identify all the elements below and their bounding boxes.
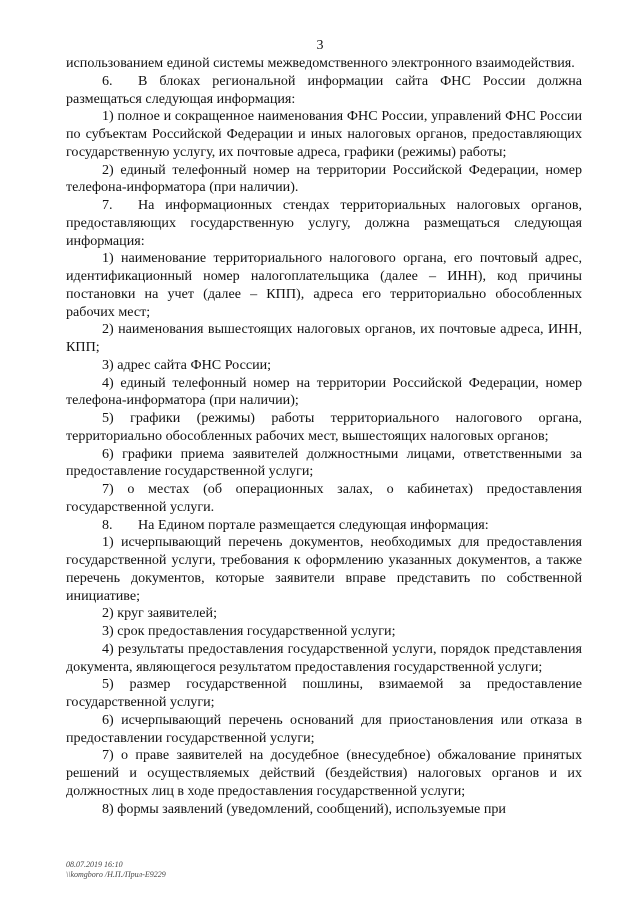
footer: [66, 860, 166, 880]
paragraph-text: В блоках региональной информации сайта ФНС России должна размещаться следующая информация:: [66, 72, 582, 107]
paragraph-number: 6.: [102, 72, 113, 89]
list-item: 2) наименования вышестоящих налоговых органов, их почтовые адреса, ИНН, КПП;: [66, 321, 582, 355]
list-item: 3) срок предоставления государственной услуги;: [102, 623, 396, 639]
list-item: 2) единый телефонный номер на территории Российской Федерации, номер телефона-информатора (при наличии).: [66, 161, 582, 196]
list-item: 7) о праве заявителей на досудебное (внесудебное) обжалование принятых решений и осуществляемых действий (бездействия) налоговых органов и их должностных лиц в ходе предоставления государственной услуги;: [66, 747, 582, 799]
numbered-paragraph: [66, 197, 582, 250]
list-item: 2) круг заявителей;: [102, 605, 217, 622]
list-item: 1) исчерпывающий перечень документов, необходимых для предоставления государственной услуги, требования к оформлению указанных документов, а также перечень документов, которые заявители вправе представить по собственной инициативе;: [66, 534, 582, 604]
paragraph-number: 8.: [102, 516, 113, 533]
list-item: 6) графики приема заявителей должностными лицами, ответственными за предоставление государственной услуги;: [66, 445, 582, 480]
paragraph-text: На информационных стендах территориальных налоговых органов, предоставляющих государственную услугу, должна размещаться следующая информация:: [66, 197, 582, 249]
page-number: 3: [316, 38, 324, 53]
numbered-paragraph: [66, 517, 582, 535]
paragraph-text: На Едином портале размещается следующая информация:: [138, 516, 489, 533]
paragraph-number: 7.: [102, 197, 113, 213]
list-item: 5) графики (режимы) работы территориального налогового органа, территориально обособленных рабочих мест, вышестоящих налоговых органов;: [66, 410, 582, 444]
list-item: 8) формы заявлений (уведомлений, сообщений), используемые при: [102, 800, 506, 817]
list-item: 7) о местах (об операционных залах, о кабинетах) предоставления государственной услуги.: [66, 481, 582, 515]
list-item: 4) результаты предоставления государственной услуги, порядок представления документа, являющегося результатом предоставления государственной услуги;: [66, 640, 582, 675]
footer-timestamp: 08.07.2019 16:10: [66, 860, 123, 869]
list-item: 5) размер государственной пошлины, взимаемой за предоставление государственной услуги;: [66, 676, 582, 710]
list-item: 4) единый телефонный номер на территории Российской Федерации, номер телефона-информатора (при наличии);: [66, 374, 582, 409]
numbered-paragraph: [66, 73, 582, 109]
document-body: [66, 55, 582, 818]
list-item: 1) наименование территориального налогового органа, его почтовый адрес, идентификационный номер налогоплательщика (далее – ИНН), код причины постановки на учет (далее – КПП), адреса его территориально обособленных рабочих мест;: [66, 250, 582, 320]
footer-file-path: \\komgborо /Н.П./Прил-Е9229: [66, 870, 166, 879]
list-item: 3) адрес сайта ФНС России;: [102, 356, 272, 373]
list-item: 1) полное и сокращенное наименования ФНС России, управлений ФНС России по субъектам Российской Федерации и иных налоговых органов, предоставляющих государственную услугу, их почтовые адреса, графики (режимы) работы;: [66, 108, 582, 160]
paragraph-continuation: использованием единой системы межведомственного электронного взаимодействия.: [66, 55, 575, 71]
list-item: 6) исчерпывающий перечень оснований для приостановления или отказа в предоставлении государственной услуги;: [66, 711, 582, 746]
